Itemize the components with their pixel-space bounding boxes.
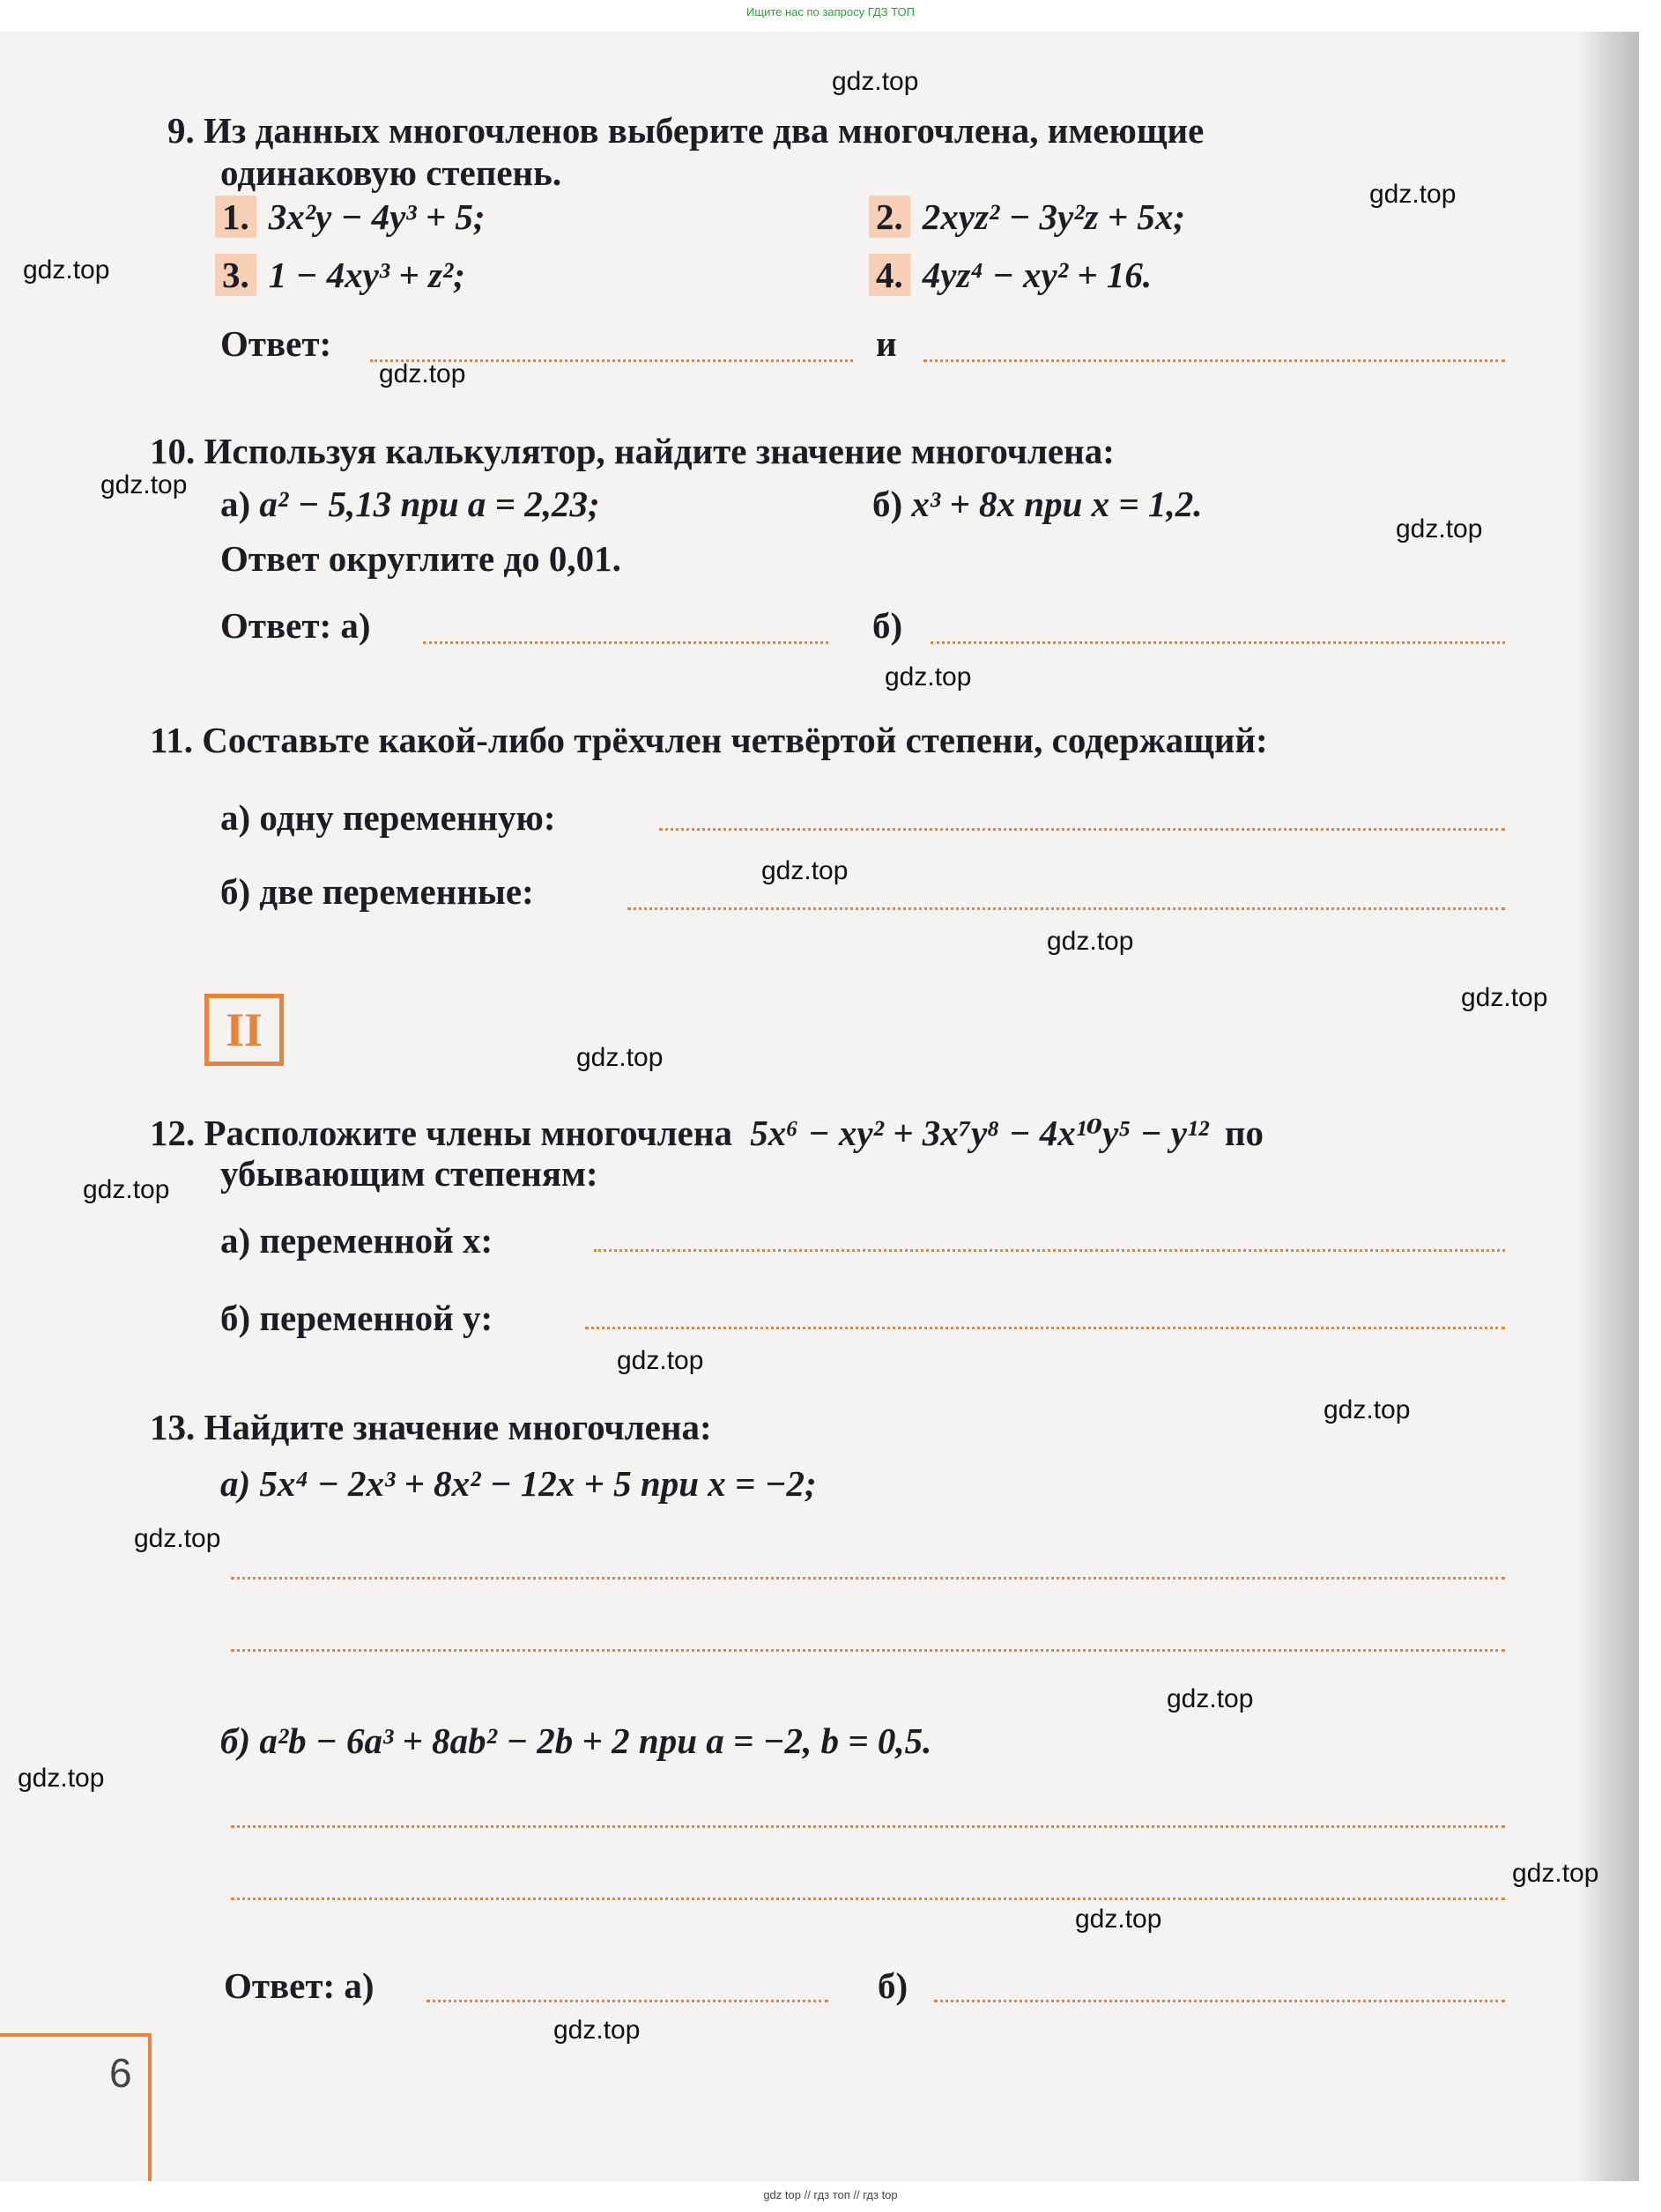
watermark: gdz.top: [832, 67, 919, 96]
watermark: gdz.top: [1512, 1859, 1599, 1888]
watermark: gdz.top: [1167, 1684, 1254, 1713]
q10-answer-b-line[interactable]: [931, 641, 1505, 644]
q13-answer-a-label: Ответ: а): [224, 1965, 374, 2006]
q13-answer-b-label: б): [878, 1965, 908, 2006]
section-badge: II: [204, 994, 284, 1066]
q12-part-b: б) переменной y:: [220, 1298, 493, 1338]
q12-part-a: а) переменной x:: [220, 1220, 493, 1261]
q9-option-2: 2. 2xyz² − 3y²z + 5x;: [869, 196, 1185, 238]
q12-answer-b-line[interactable]: [585, 1327, 1505, 1329]
q13-part-a: а) 5x⁴ − 2x³ + 8x² − 12x + 5 при x = −2;: [220, 1463, 817, 1504]
q13-a-work-line-2[interactable]: [231, 1649, 1505, 1652]
q13-b-work-line-1[interactable]: [231, 1825, 1505, 1828]
q13-answer-b-line[interactable]: [934, 2000, 1505, 2002]
watermark: gdz.top: [553, 2016, 641, 2045]
watermark: gdz.top: [18, 1764, 105, 1793]
q11-answer-a-line[interactable]: [659, 828, 1505, 831]
watermark: gdz.top: [1369, 180, 1457, 209]
q9-option-4: 4. 4yz⁴ − xy² + 16.: [869, 254, 1152, 296]
q9-option-3: 3. 1 − 4xy³ + z²;: [215, 254, 465, 296]
q11-line1: 11. Составьте какой-либо трёхчлен четвёртой степени, содержащий:: [150, 720, 1268, 760]
q9-line1: 9. Из данных многочленов выберите два многочлена, имеющие: [167, 110, 1205, 151]
watermark: gdz.top: [23, 255, 110, 285]
bottom-link[interactable]: gdz top // гдз топ // гдз top: [763, 2188, 898, 2201]
watermark: gdz.top: [379, 359, 466, 388]
q11-part-b: б) две переменные:: [220, 871, 534, 912]
q10-answer-b-label: б): [872, 605, 903, 646]
q13-line1: 13. Найдите значение многочлена:: [150, 1407, 712, 1447]
top-link[interactable]: Ищите нас по запросу ГДЗ ТОП: [746, 5, 915, 18]
watermark: gdz.top: [761, 856, 849, 885]
watermark: gdz.top: [1324, 1395, 1411, 1424]
watermark: gdz.top: [100, 470, 188, 499]
q12-answer-a-line[interactable]: [594, 1249, 1505, 1252]
q12-line1: 12. Расположите члены многочлена 5x⁶ − xy² + 3x⁷y⁸ − 4x¹⁰y⁵ − y¹² по: [150, 1113, 1264, 1153]
q9-answer-label: Ответ:: [220, 323, 332, 364]
watermark: gdz.top: [617, 1346, 704, 1375]
q11-part-a: а) одну переменную:: [220, 797, 556, 838]
q9-option-1: 1. 3x²y − 4y³ + 5;: [215, 196, 486, 238]
q9-answer-line-2[interactable]: [923, 359, 1505, 362]
q9-and-word: и: [876, 323, 897, 364]
watermark: gdz.top: [1075, 1905, 1162, 1934]
page-number: 6: [109, 2050, 132, 2096]
watermark: gdz.top: [134, 1524, 221, 1553]
q10-answer-a-label: Ответ: а): [220, 605, 371, 646]
q10-rounding-note: Ответ округлите до 0,01.: [220, 538, 621, 579]
watermark: gdz.top: [1047, 927, 1134, 956]
q10-line1: 10. Используя калькулятор, найдите значение многочлена:: [150, 431, 1115, 471]
q10-answer-a-line[interactable]: [423, 641, 828, 644]
workbook-page: [0, 32, 1639, 2181]
q13-answer-a-line[interactable]: [426, 2000, 828, 2002]
q10-part-a: а) a² − 5,13 при a = 2,23;: [220, 484, 600, 524]
q13-part-b: б) a²b − 6a³ + 8ab² − 2b + 2 при a = −2, b = 0,5.: [220, 1720, 932, 1761]
q12-line2: убывающим степеням:: [220, 1153, 598, 1194]
q9-line2: одинаковую степень.: [220, 152, 562, 193]
watermark: gdz.top: [576, 1043, 664, 1072]
q10-part-b: б) x³ + 8x при x = 1,2.: [872, 484, 1203, 524]
watermark: gdz.top: [83, 1175, 170, 1204]
watermark: gdz.top: [885, 662, 972, 692]
q11-answer-b-line[interactable]: [627, 907, 1505, 910]
watermark: gdz.top: [1461, 983, 1548, 1012]
q13-b-work-line-2[interactable]: [231, 1898, 1505, 1900]
q13-a-work-line-1[interactable]: [231, 1577, 1505, 1579]
watermark: gdz.top: [1396, 514, 1483, 544]
